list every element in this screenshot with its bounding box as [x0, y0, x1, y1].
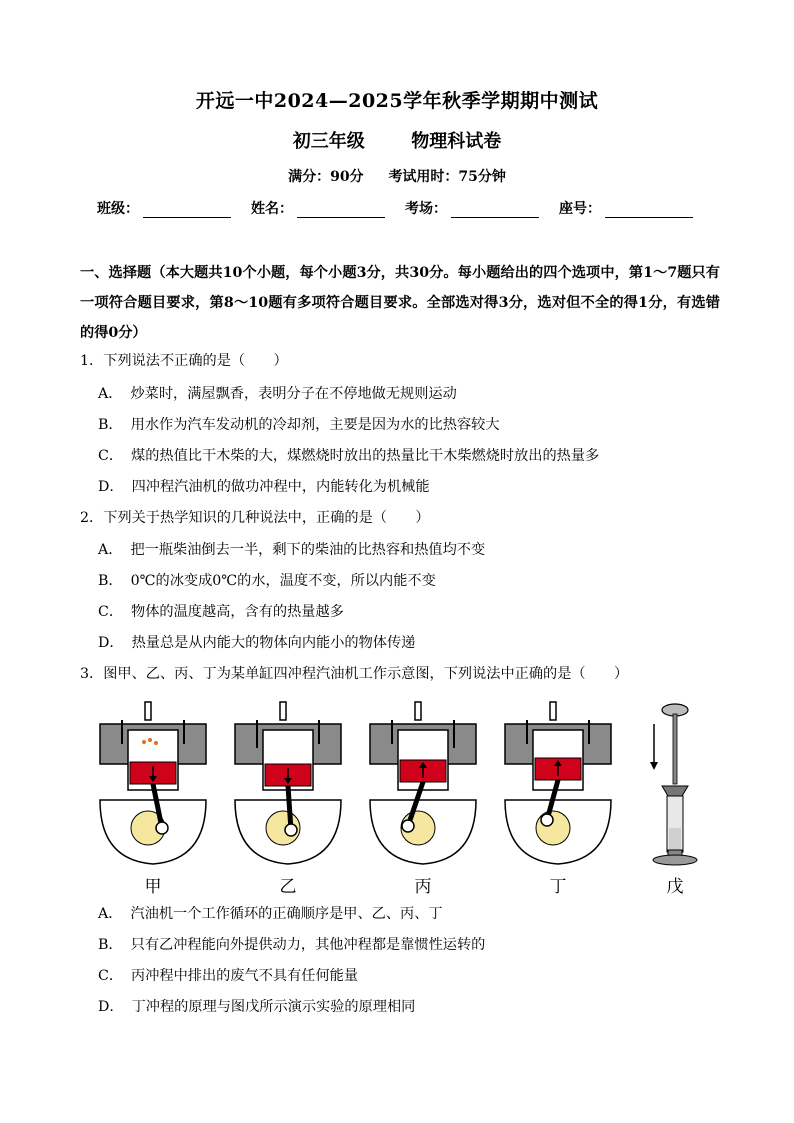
- figure-label-bing: 丙: [414, 877, 432, 897]
- option-letter: A．: [98, 542, 123, 558]
- option-text: 四冲程汽油机的做功冲程中，内能转化为机械能: [131, 479, 430, 495]
- option-text: 用水作为汽车发动机的冷却剂，主要是因为水的比热容较大: [130, 417, 500, 433]
- q1-option-a: [98, 384, 457, 404]
- q2-option-a: [98, 540, 485, 560]
- option-letter: C．: [98, 604, 124, 620]
- q3-option-c: [98, 966, 358, 986]
- q3-option-a: [98, 904, 443, 924]
- q3-option-b: [98, 935, 485, 955]
- option-letter: B．: [98, 573, 123, 589]
- name-blank[interactable]: [297, 203, 385, 218]
- q1-option-c: [98, 446, 599, 466]
- option-letter: B．: [98, 937, 123, 953]
- option-text: 把一瓶柴油倒去一半，剩下的柴油的比热容和热值均不变: [130, 542, 486, 558]
- figure-label-yi: 乙: [279, 877, 297, 897]
- question-1-stem: 1．下列说法不正确的是（ ）: [80, 353, 288, 369]
- room-label: 考场：: [405, 201, 447, 217]
- section-heading: 一、选择题（本大题共10个小题，每个小题3分，共30分。每小题给出的四个选项中，第1～7题只有一项符合题目要求，第8～10题有多项符合题目要求。全部选对得3分，选对但不全的得1分，有选错的得0分）: [80, 265, 720, 341]
- exam-title: 开远一中2024—2025学年秋季学期期中测试: [195, 90, 599, 112]
- engine-diagram-jia: [92, 700, 214, 870]
- air-compression-apparatus: [640, 700, 710, 870]
- exam-meta: [0, 166, 794, 186]
- name-label: 姓名：: [251, 201, 293, 217]
- exam-subtitle: [0, 127, 794, 153]
- figure-label-ding: 丁: [549, 877, 567, 897]
- engine-diagram-yi: [227, 700, 349, 870]
- q2-option-b: [98, 571, 436, 591]
- q2-option-c: [98, 602, 344, 622]
- engine-diagram-bing: [362, 700, 484, 870]
- option-letter: A．: [98, 386, 123, 402]
- room-field: [405, 198, 539, 218]
- option-text: 只有乙冲程能向外提供动力，其他冲程都是靠惯性运转的: [130, 937, 486, 953]
- grade-label: 初三年级: [292, 131, 365, 152]
- question-2-stem: 2．下列关于热学知识的几种说法中，正确的是（ ）: [80, 510, 430, 526]
- class-field: [97, 198, 231, 218]
- option-letter: C．: [98, 448, 124, 464]
- class-blank[interactable]: [143, 203, 231, 218]
- option-text: 物体的温度越高，含有的热量越多: [131, 604, 344, 620]
- option-text: 0℃的冰变成0℃的水，温度不变，所以内能不变: [130, 573, 436, 589]
- option-letter: B．: [98, 417, 123, 433]
- q1-option-d: [98, 477, 430, 497]
- question-3-stem: 3．图甲、乙、丙、丁为某单缸四冲程汽油机工作示意图，下列说法中正确的是（ ）: [80, 666, 629, 682]
- option-text: 丙冲程中排出的废气不具有任何能量: [131, 968, 359, 984]
- seat-field: [559, 198, 693, 218]
- class-label: 班级：: [97, 201, 139, 217]
- option-text: 热量总是从内能大的物体向内能小的物体传递: [131, 635, 416, 651]
- seat-label: 座号：: [559, 201, 601, 217]
- q1-option-b: [98, 415, 500, 435]
- q3-option-d: [98, 997, 415, 1017]
- exam-duration: 考试用时：75分钟: [388, 169, 506, 185]
- option-text: 炒菜时，满屋飘香，表明分子在不停地做无规则运动: [130, 386, 457, 402]
- q2-option-d: [98, 633, 415, 653]
- figure-label-wu: 戊: [666, 877, 684, 897]
- student-info-row: [97, 198, 713, 218]
- option-letter: A．: [98, 906, 123, 922]
- full-score: 满分：90分: [288, 169, 364, 185]
- option-text: 汽油机一个工作循环的正确顺序是甲、乙、丙、丁: [130, 906, 443, 922]
- figure-label-jia: 甲: [144, 877, 162, 897]
- option-letter: D．: [98, 635, 124, 651]
- option-letter: D．: [98, 999, 124, 1015]
- room-blank[interactable]: [451, 203, 539, 218]
- option-letter: D．: [98, 479, 124, 495]
- seat-blank[interactable]: [605, 203, 693, 218]
- subject-label: 物理科试卷: [411, 131, 502, 152]
- option-text: 煤的热值比干木柴的大，煤燃烧时放出的热量比干木柴燃烧时放出的热量多: [131, 448, 600, 464]
- engine-diagram-ding: [497, 700, 619, 870]
- option-letter: C．: [98, 968, 124, 984]
- name-field: [251, 198, 385, 218]
- option-text: 丁冲程的原理与图戊所示演示实验的原理相同: [131, 999, 416, 1015]
